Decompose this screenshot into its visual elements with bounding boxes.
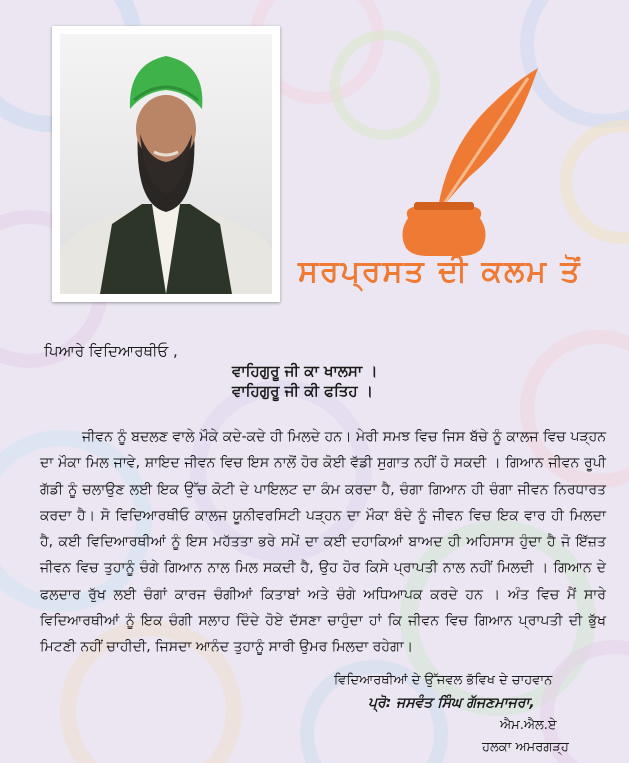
portrait-illustration [60,34,272,294]
salutation-line-1: ਵਾਹਿਗੁਰੂ ਜੀ ਕਾ ਖਾਲਸਾ । [232,362,378,380]
signature-constituency: ਹਲਕਾ ਅਮਰਗੜ੍ਹ [482,740,569,755]
salutation-line-2: ਵਾਹਿਗੁਰੂ ਜੀ ਕੀ ਫਤਿਹ । [232,382,373,400]
letter-greeting: ਪਿਆਰੇ ਵਿਦਿਆਰਥੀਓ , [44,342,178,360]
portrait-frame [52,26,280,302]
quill-inkpot-icon [378,58,548,258]
letter-body: ਜੀਵਨ ਨੂੰ ਬਦਲਣ ਵਾਲੇ ਮੌਕੇ ਕਦੇ-ਕਦੇ ਹੀ ਮਿਲਦੇ ਹਨ। ਮੇਰੀ ਸਮਝ ਵਿਚ ਜਿਸ ਬੱਚੇ ਨੂੰ ਕਾਲਜ ਵਿਚ ਪੜ੍ਹਨ ਦਾ ਮੌਕਾ ਮਿਲ ਜਾਵੇ, ਸ਼ਾਇਦ ਜੀਵਨ ਵਿਚ ਇਸ ਨਾਲੋਂ ਹੋਰ ਕੋਈ ਵੱਡੀ ਸੁਗਾਤ ਨਹੀਂ ਹੋ ਸਕਦੀ । ਗਿਆਨ ਜੀਵਨ ਰੂਪੀ ਗੱਡੀ ਨੂੰ ਚਲਾਉਣ ਲਈ ਇਕ ਉੱਚ ਕੋਟੀ ਦੇ ਪਾਇਲਟ ਦਾ ਕੰਮ ਕਰਦਾ ਹੈ, ਚੰਗਾ ਗਿਆਨ ਹੀ ਚੰਗਾ ਜੀਵਨ ਨਿਰਧਾਰਤ ਕਰਦਾ ਹੈ। ਸੋ ਵਿਦਿਆਰਥੀਓ ਕਾਲਜ ਯੂਨੀਵਰਸਿਟੀ ਪੜ੍ਹਨ ਦਾ ਮੌਕਾ ਬੰਦੇ ਨੂੰ ਜੀਵਨ ਵਿਚ ਇਕ ਵਾਰ ਹੀ ਮਿਲਦਾ ਹੈ, ਕਈ ਵਿਦਿਆਰਥੀਆਂ ਨੂੰ ਇਸ ਮਹੱਤਤਾ ਭਰੇ ਸਮੇਂ ਦਾ ਕਈ ਦਹਾਕਿਆਂ ਬਾਅਦ ਹੀ ਅਹਿਸਾਸ ਹੁੰਦਾ ਹੈ ਜੋ ਇੱਜ਼ਤ ਜੀਵਨ ਵਿਚ ਤੁਹਾਨੂੰ ਚੰਗੇ ਗਿਆਨ ਨਾਲ ਮਿਲ ਸਕਦੀ ਹੈ, ਉਹ ਹੋਰ ਕਿਸੇ ਪ੍ਰਾਪਤੀ ਨਾਲ ਨਹੀਂ ਮਿਲਦੀ । ਗਿਆਨ ਦੇ ਫਲਦਾਰ ਰੁੱਖ ਲਈ ਚੰਗਾਂ ਕਾਰਜ ਚੰਗੀਆਂ ਕਿਤਾਬਾਂ ਅਤੇ ਚੰਗੇ ਅਧਿਆਪਕ ਕਰਦੇ ਹਨ । ਅੰਤ ਵਿਚ ਮੈਂ ਸਾਰੇ ਵਿਦਿਆਰਥੀਆਂ ਨੂੰ ਇਕ ਚੰਗੀ ਸਲਾਹ ਦਿੰਦੇ ਹੋਏ ਦੱਸਣਾ ਚਾਹੁੰਦਾ ਹਾਂ ਕਿ ਜੀਵਨ ਵਿਚ ਗਿਆਨ ਪ੍ਰਾਪਤੀ ਦੀ ਭੁੱਖ ਮਿਟਣੀ ਨਹੀਂ ਚਾਹੀਦੀ, ਜਿਸਦਾ ਆਨੰਦ ਤੁਹਾਨੂੰ ਸਾਰੀ ਉਮਰ ਮਿਲਦਾ ਰਹੇਗਾ। [40,429,606,656]
portrait-photo [60,34,272,294]
signature-line-1: ਵਿਦਿਆਰਥੀਆਂ ਦੇ ਉੱਜਵਲ ਭੱਵਿਖ ਦੇ ਚਾਹਵਾਨ [334,673,553,688]
signature-name: ਪ੍ਰੋ: ਜਸਵੰਤ ਸਿੰਘ ਗੱਜਣਮਾਜਰਾ, [368,695,535,711]
page-heading: ਸਰਪ੍ਰਸਤ ਦੀ ਕਲਮ ਤੋਂ [298,254,582,289]
signature-designation: ਐਮ.ਐਲ.ਏ [500,718,557,733]
bg-ring [560,120,629,244]
